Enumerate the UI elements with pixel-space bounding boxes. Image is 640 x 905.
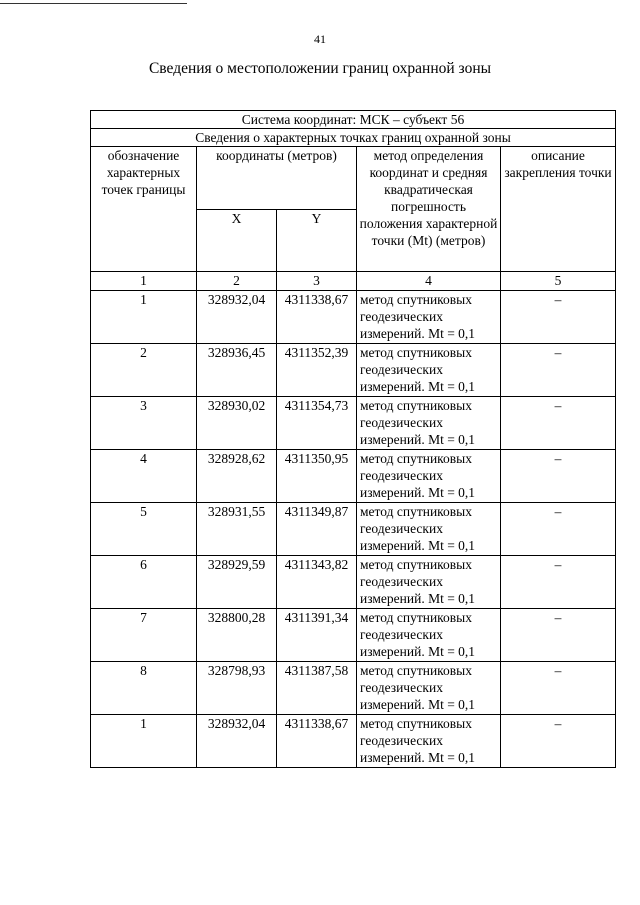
x-coordinate-cell: 328932,04 [197,291,277,344]
fixing-description-cell: – [501,344,616,397]
x-coordinate-cell: 328929,59 [197,556,277,609]
y-coordinate-cell: 4311387,58 [277,662,357,715]
table-row [91,450,616,503]
y-coordinate-cell: 4311338,67 [277,715,357,768]
x-coordinate-cell: 328928,62 [197,450,277,503]
method-cell: метод спутниковых геодезических измерений. Mt = 0,1 [357,450,501,503]
fixing-description-cell: – [501,291,616,344]
y-coordinate-cell: 4311338,67 [277,291,357,344]
column-number: 4 [357,272,501,291]
method-cell: метод спутниковых геодезических измерений. Mt = 0,1 [357,609,501,662]
page-title: Сведения о местоположении границ охранной зоны [148,60,492,77]
fixing-description-cell: – [501,450,616,503]
col-header-method: метод определения координат и средняя квадратическая погрешность положения характерной точки (Mt) (метров) [357,147,501,272]
y-coordinate-cell: 4311349,87 [277,503,357,556]
x-coordinate-cell: 328930,02 [197,397,277,450]
fixing-description-cell: – [501,715,616,768]
y-coordinate-cell: 4311352,39 [277,344,357,397]
col-header-x: X [197,209,277,272]
x-coordinate-cell: 328931,55 [197,503,277,556]
fixing-description-cell: – [501,397,616,450]
table-row [91,344,616,397]
column-number: 3 [277,272,357,291]
method-cell: метод спутниковых геодезических измерений. Mt = 0,1 [357,344,501,397]
point-id-cell: 5 [91,503,197,556]
col-header-y: Y [277,209,357,272]
coordinate-system-header: Система координат: МСК – субъект 56 [91,111,616,129]
method-cell: метод спутниковых геодезических измерений. Mt = 0,1 [357,503,501,556]
x-coordinate-cell: 328798,93 [197,662,277,715]
column-number: 2 [197,272,277,291]
y-coordinate-cell: 4311354,73 [277,397,357,450]
boundary-points-table [90,110,616,768]
point-id-cell: 1 [91,291,197,344]
fixing-description-cell: – [501,609,616,662]
x-coordinate-cell: 328936,45 [197,344,277,397]
point-id-cell: 8 [91,662,197,715]
page-number: 41 [314,32,326,46]
method-cell: метод спутниковых геодезических измерений. Mt = 0,1 [357,556,501,609]
method-cell: метод спутниковых геодезических измерений. Mt = 0,1 [357,662,501,715]
header-rule [0,3,187,4]
col-header-designation: обозначение характерных точек границы [91,147,197,272]
point-id-cell: 4 [91,450,197,503]
table-row [91,397,616,450]
method-cell: метод спутниковых геодезических измерений. Mt = 0,1 [357,291,501,344]
column-number: 1 [91,272,197,291]
table-row [91,556,616,609]
table-row [91,503,616,556]
fixing-description-cell: – [501,662,616,715]
column-number-row [91,272,616,291]
table-row [91,609,616,662]
column-number: 5 [501,272,616,291]
y-coordinate-cell: 4311350,95 [277,450,357,503]
point-id-cell: 1 [91,715,197,768]
point-id-cell: 3 [91,397,197,450]
x-coordinate-cell: 328800,28 [197,609,277,662]
point-id-cell: 6 [91,556,197,609]
table-row [91,715,616,768]
col-header-fixing: описание закрепления точки [501,147,616,272]
x-coordinate-cell: 328932,04 [197,715,277,768]
points-section-header: Сведения о характерных точках границ охранной зоны [91,129,616,147]
y-coordinate-cell: 4311343,82 [277,556,357,609]
fixing-description-cell: – [501,556,616,609]
y-coordinate-cell: 4311391,34 [277,609,357,662]
table-row [91,291,616,344]
fixing-description-cell: – [501,503,616,556]
point-id-cell: 7 [91,609,197,662]
col-header-coordinates: координаты (метров) [197,147,357,210]
point-id-cell: 2 [91,344,197,397]
method-cell: метод спутниковых геодезических измерений. Mt = 0,1 [357,397,501,450]
method-cell: метод спутниковых геодезических измерений. Mt = 0,1 [357,715,501,768]
table-row [91,662,616,715]
